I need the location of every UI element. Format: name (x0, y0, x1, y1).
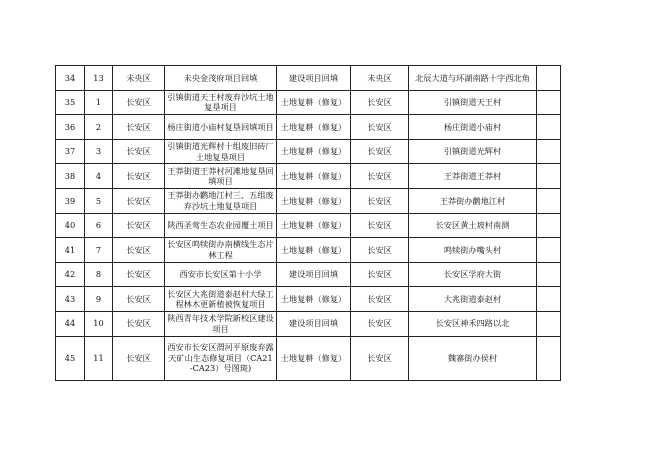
site-district-cell: 长安区 (351, 287, 409, 312)
project-name-cell: 引镇街道光辉村十组废旧砖厂土地复垦项目 (165, 139, 277, 164)
district-cell: 长安区 (113, 115, 165, 140)
project-type-cell: 建设项目回填 (277, 262, 351, 287)
row-number-cell: 44 (56, 311, 85, 336)
sub-number-cell: 8 (85, 262, 113, 287)
district-cell: 长安区 (113, 262, 165, 287)
project-name-cell: 西安市长安区第十小学 (165, 262, 277, 287)
project-name-cell: 王莽街道王莽村河滩地复垦回填项目 (165, 164, 277, 189)
site-district-cell: 长安区 (351, 188, 409, 213)
row-number-cell: 45 (56, 336, 85, 380)
sub-number-cell: 3 (85, 139, 113, 164)
table-row (56, 336, 561, 380)
project-type-cell: 土地复耕（修复） (277, 238, 351, 263)
project-name-cell: 王莽街办鹳地江村三、五组废弃沙坑土地复垦项目 (165, 188, 277, 213)
row-number-cell: 38 (56, 164, 85, 189)
location-cell: 长安区黄土坡村南测 (409, 213, 537, 238)
project-name-cell: 引镇街道天王村废弃沙坑土地复垦项目 (165, 90, 277, 115)
project-type-cell: 土地复耕（修复） (277, 115, 351, 140)
site-district-cell: 长安区 (351, 115, 409, 140)
sub-number-cell: 6 (85, 213, 113, 238)
site-district-cell: 长安区 (351, 311, 409, 336)
site-district-cell: 长安区 (351, 139, 409, 164)
project-type-cell: 土地复耕（修复） (277, 164, 351, 189)
district-cell: 长安区 (113, 139, 165, 164)
location-cell: 杨庄街道小庙村 (409, 115, 537, 140)
district-cell: 长安区 (113, 336, 165, 380)
site-district-cell: 长安区 (351, 90, 409, 115)
empty-cell (537, 287, 561, 312)
sub-number-cell: 7 (85, 238, 113, 263)
table-row (56, 66, 561, 91)
empty-cell (537, 164, 561, 189)
table-row (56, 287, 561, 312)
table-row (56, 139, 561, 164)
district-cell: 长安区 (113, 188, 165, 213)
row-number-cell: 36 (56, 115, 85, 140)
site-district-cell: 长安区 (351, 336, 409, 380)
district-cell: 长安区 (113, 90, 165, 115)
sub-number-cell: 9 (85, 287, 113, 312)
sub-number-cell: 11 (85, 336, 113, 380)
project-type-cell: 建设项目回填 (277, 66, 351, 91)
project-table (55, 65, 561, 381)
sub-number-cell: 2 (85, 115, 113, 140)
site-district-cell: 长安区 (351, 238, 409, 263)
location-cell: 引镇街道天王村 (409, 90, 537, 115)
site-district-cell: 长安区 (351, 164, 409, 189)
row-number-cell: 37 (56, 139, 85, 164)
row-number-cell: 35 (56, 90, 85, 115)
empty-cell (537, 262, 561, 287)
sub-number-cell: 10 (85, 311, 113, 336)
location-cell: 大兆街道泰赵村 (409, 287, 537, 312)
empty-cell (537, 66, 561, 91)
project-name-cell: 陕西圣莺生态农业园覆土项目 (165, 213, 277, 238)
row-number-cell: 42 (56, 262, 85, 287)
table-row (56, 188, 561, 213)
table-row (56, 238, 561, 263)
site-district-cell: 长安区 (351, 213, 409, 238)
empty-cell (537, 213, 561, 238)
location-cell: 魏寨街办侯村 (409, 336, 537, 380)
table-row (56, 213, 561, 238)
sub-number-cell: 4 (85, 164, 113, 189)
row-number-cell: 34 (56, 66, 85, 91)
project-type-cell: 建设项目回填 (277, 311, 351, 336)
row-number-cell: 41 (56, 238, 85, 263)
empty-cell (537, 139, 561, 164)
empty-cell (537, 188, 561, 213)
table-body (56, 66, 561, 381)
row-number-cell: 40 (56, 213, 85, 238)
project-name-cell: 杨庄街道小庙村复垦回填项目 (165, 115, 277, 140)
row-number-cell: 43 (56, 287, 85, 312)
row-number-cell: 39 (56, 188, 85, 213)
site-district-cell: 未央区 (351, 66, 409, 91)
location-cell: 引镇街道光辉村 (409, 139, 537, 164)
location-cell: 王莽街办鹳地江村 (409, 188, 537, 213)
project-name-cell: 陕西青年技术学院新校区建设项目 (165, 311, 277, 336)
district-cell: 长安区 (113, 311, 165, 336)
project-type-cell: 土地复耕（修复） (277, 139, 351, 164)
sub-number-cell: 13 (85, 66, 113, 91)
table-row (56, 164, 561, 189)
location-cell: 长安区神禾四路以北 (409, 311, 537, 336)
sub-number-cell: 5 (85, 188, 113, 213)
district-cell: 长安区 (113, 287, 165, 312)
project-name-cell: 未央金茂府项目回填 (165, 66, 277, 91)
table-row (56, 115, 561, 140)
sub-number-cell: 1 (85, 90, 113, 115)
project-name-cell: 西安市长安区渭河平原废弃露天矿山生态修复项目（CA21-CA23）号图斑) (165, 336, 277, 380)
district-cell: 长安区 (113, 164, 165, 189)
empty-cell (537, 311, 561, 336)
project-name-cell: 长安区大兆街道泰赵村大绿工程林木更新植被恢复项目 (165, 287, 277, 312)
table-row (56, 311, 561, 336)
location-cell: 北辰大道与环湖南路十字西北角 (409, 66, 537, 91)
district-cell: 未央区 (113, 66, 165, 91)
location-cell: 长安区学府大街 (409, 262, 537, 287)
site-district-cell: 长安区 (351, 262, 409, 287)
location-cell: 王莽街道王莽村 (409, 164, 537, 189)
project-name-cell: 长安区鸣犊街办南横线生态片林工程 (165, 238, 277, 263)
empty-cell (537, 115, 561, 140)
project-type-cell: 土地复耕（修复） (277, 213, 351, 238)
table-row (56, 262, 561, 287)
location-cell: 鸣犊街办嘴头村 (409, 238, 537, 263)
empty-cell (537, 238, 561, 263)
empty-cell (537, 336, 561, 380)
empty-cell (537, 90, 561, 115)
project-type-cell: 土地复耕（修复） (277, 90, 351, 115)
project-type-cell: 土地复耕（修复） (277, 287, 351, 312)
table-row (56, 90, 561, 115)
project-type-cell: 土地复耕（修复） (277, 336, 351, 380)
project-type-cell: 土地复耕（修复） (277, 188, 351, 213)
district-cell: 长安区 (113, 238, 165, 263)
district-cell: 长安区 (113, 213, 165, 238)
